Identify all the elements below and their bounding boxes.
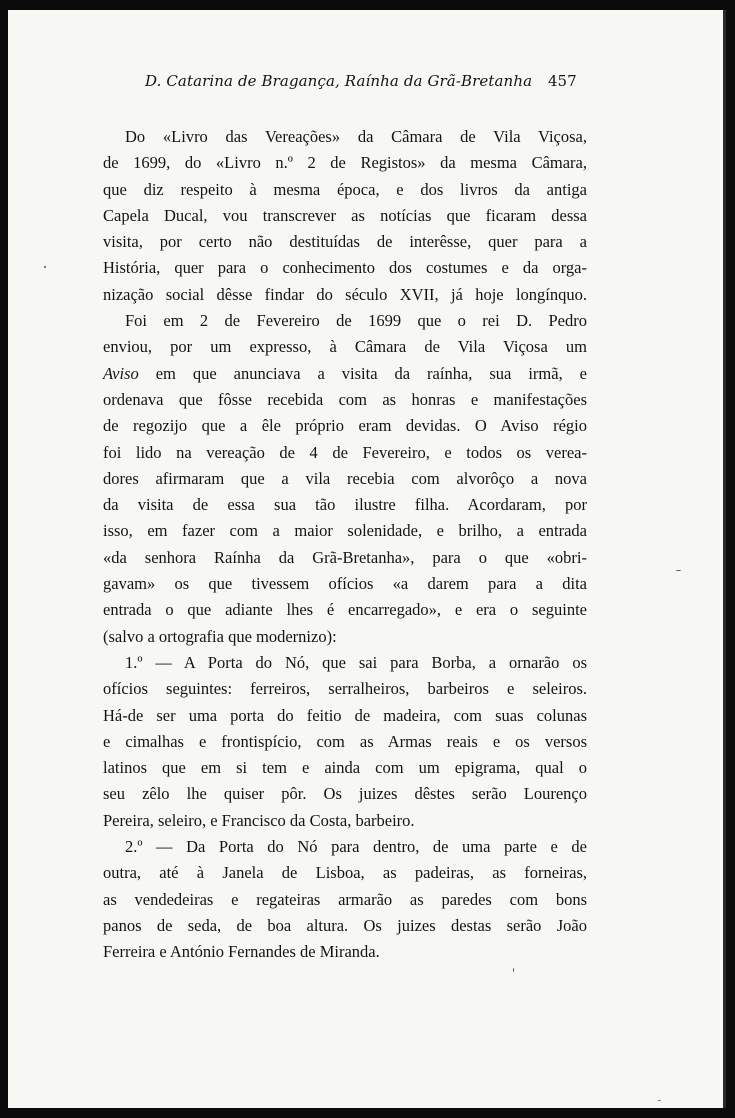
scan-speck — [44, 266, 46, 268]
body-text — [103, 124, 587, 966]
page-number: 457 — [548, 72, 577, 90]
text-line: 2.º — Da Porta do Nó para dentro, de uma parte e de — [125, 837, 587, 857]
text-line: (salvo a ortografia que modernizo): — [103, 626, 337, 646]
text-line: Foi em 2 de Fevereiro de 1699 que o rei D. Pedro — [125, 311, 587, 331]
text-line: Do «Livro das Vereações» da Câmara de Vila Viçosa, — [125, 127, 587, 146]
scan-speck — [676, 570, 681, 571]
text-line: outra, até à Janela de Lisboa, as padeiras, as forneiras, — [103, 863, 587, 883]
text-line: isso, em fazer com a maior solenidade, e brilho, a entrada — [103, 521, 587, 541]
text-line: gavam» os que tivessem ofícios «a darem para a dita — [103, 574, 587, 594]
text-line: Pereira, seleiro, e Francisco da Costa, barbeiro. — [103, 810, 415, 830]
text-line: ofícios seguintes: ferreiros, serralheiros, barbeiros e seleiros. — [103, 679, 587, 699]
text-line: enviou, por um expresso, à Câmara de Vila Viçosa um — [103, 337, 587, 357]
text-line: ordenava que fôsse recebida com as honras e manifestações — [103, 389, 587, 409]
text-line: entrada o que adiante lhes é encarregado», e era o seguinte — [103, 600, 587, 620]
text-line: Ferreira e António Fernandes de Miranda. — [103, 942, 380, 962]
text-line: foi lido na vereação de 4 de Fevereiro, e todos os verea- — [103, 442, 587, 462]
italic-word: Aviso — [103, 363, 139, 383]
text-line-with-italic — [103, 361, 587, 387]
text-line: e cimalhas e frontispício, com as Armas reais e os versos — [103, 731, 587, 751]
text-line-rest: em que anunciava a visita da raínha, sua irmã, e — [155, 363, 588, 383]
text-line: «da senhora Raínha da Grã-Bretanha», para o que «obri- — [103, 547, 587, 567]
scan-speck — [513, 968, 514, 972]
scan-edge — [723, 10, 726, 1108]
text-line: de 1699, do «Livro n.º 2 de Registos» da mesma Câmara, — [103, 153, 587, 173]
text-line: seu zêlo lhe quiser pôr. Os juizes dêstes serão Lourenço — [103, 784, 587, 804]
text-line: Há-de ser uma porta do feitio de madeira, com suas colunas — [103, 705, 587, 725]
running-title: D. Catarina de Bragança, Raínha da Grã-Bretanha — [145, 72, 533, 90]
text-line: Capela Ducal, vou transcrever as notícias que ficaram dessa — [103, 205, 587, 225]
text-line: nização social dêsse findar do século XVII, já hoje longínquo. — [103, 284, 587, 304]
text-line: dores afirmaram que a vila recebia com alvorôço a nova — [103, 468, 587, 488]
text-line: as vendedeiras e regateiras armarão as paredes com bons — [103, 889, 587, 909]
text-line: 1.º — A Porta do Nó, que sai para Borba, a ornarão os — [125, 652, 587, 672]
text-line: História, quer para o conhecimento dos costumes e da orga- — [103, 258, 587, 278]
page-header — [8, 72, 726, 98]
text-line: da visita de essa sua tão ilustre filha. Acordaram, por — [103, 495, 587, 515]
text-line: latinos que em si tem e ainda com um epigrama, qual o — [103, 758, 587, 778]
text-line: que diz respeito à mesma época, e dos livros da antiga — [103, 179, 587, 199]
scan-speck — [658, 1100, 661, 1101]
book-page — [8, 10, 726, 1108]
text-line: visita, por certo não destituídas de interêsse, quer para a — [103, 232, 587, 252]
text-line: panos de seda, de boa altura. Os juizes destas serão João — [103, 915, 587, 935]
text-line: de regozijo que a êle próprio eram devidas. O Aviso régio — [103, 416, 587, 436]
